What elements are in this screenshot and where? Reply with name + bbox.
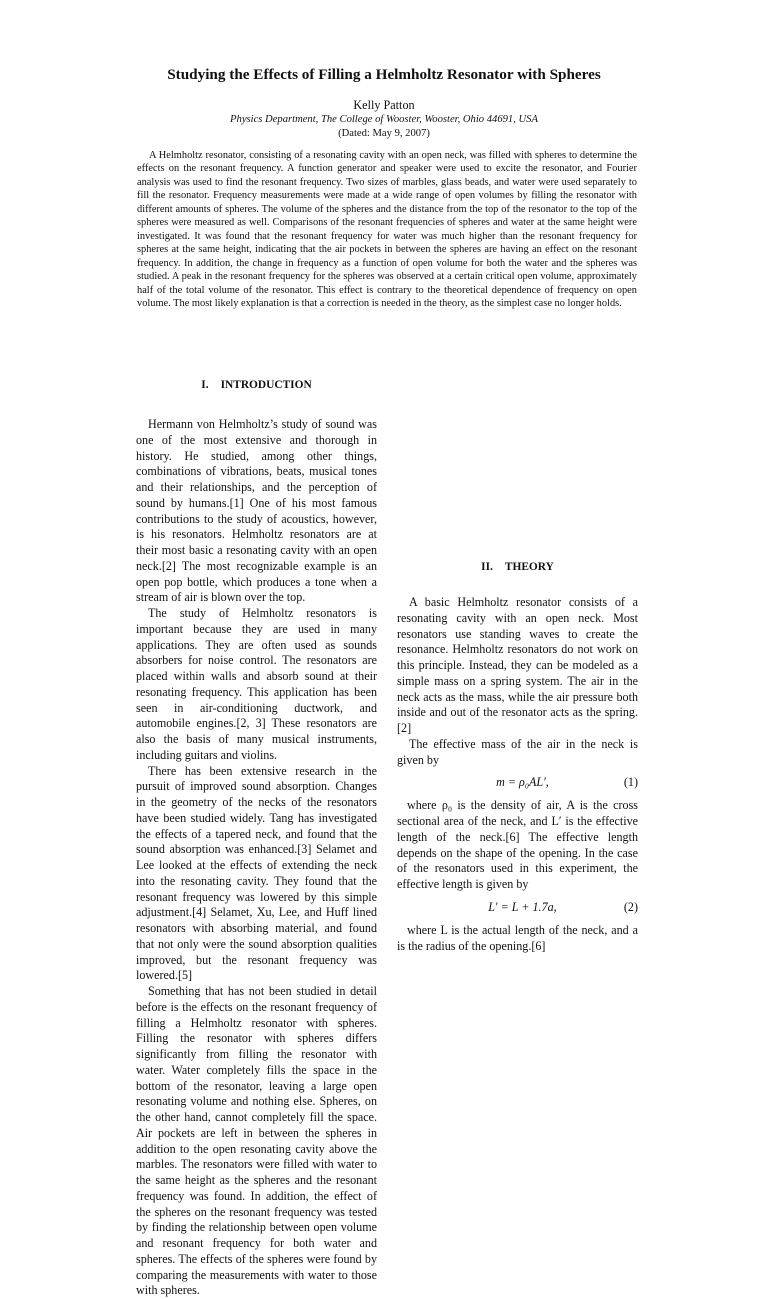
equation-1-number: (1)	[623, 775, 638, 790]
section-heading-introduction	[136, 377, 377, 393]
equation-1	[397, 768, 638, 798]
section-title: INTRODUCTION	[220, 379, 312, 391]
abstract-text: A Helmholtz resonator, consisting of a resonating cavity with an open neck, was filled with spheres to determine the effects on the resonant frequency. A function generator and speaker were used to excite the resonator, and Fourier analysis was used to find the resonant frequency. Two sizes of marbles, glass beads, and water were used separately to fill the resonator. Frequency measurements were made at a wide range of open volumes by filling the resonator with different amounts of spheres. The volume of the spheres and the distance from the top of the resonator to the top of the spheres were measured as well. Comparisons of the resonant frequencies of spheres and water at the same height were investigated. It was found that the resonant frequency for water was much higher than the resonant frequency for spheres at the same height, indicating that the air pockets in between the spheres are having an effect on the resonant frequency. In addition, the change in frequency as a function of open volume for both the water and the spheres was studied. A peak in the resonant frequency for the spheres was observed at a certain critical open volume, approximately half of the total volume of the resonator. This effect is contrary to the theoretical dependence of frequency on open volume. The most likely explanation is that a correction is needed in the theory, as the simplest case no longer holds.	[137, 150, 637, 309]
affiliation: Physics Department, The College of Wooster, Wooster, Ohio 44691, USA	[230, 114, 538, 125]
intro-paragraph-3: There has been extensive research in the pursuit of improved sound absorption. Changes in the geometry of the necks of the resonators have been studied widely. Tang has investigated the effects of a tapered neck, and found that the sound absorption was enhanced.[3] Selamet and Lee looked at the effects of extending the neck into the resonating cavity. They found that the resonant frequency was lowered by this simple adjustment.[4] Selamet, Xu, Lee, and Huff lined resonators with absorbing material, and found that not only were the sound absorption qualities improved, but the resonant frequency was lowered.[5]	[136, 763, 377, 983]
equation-2	[397, 893, 638, 923]
equation-1-body: m = ρ₀AL′,	[496, 775, 549, 790]
intro-paragraph-1: Hermann von Helmholtz’s study of sound was one of the most extensive and thorough in history. He studied, among other things, combinations of vibrations, beats, musical tones and their relationships, and the perception of sound by humans.[1] One of his most famous contributions to the study of acoustics, however, is his resonators. Helmholtz resonators are at their most basic a resonating cavity with an open neck.[2] The most recognizable example is an open pop bottle, which produces a tone when a stream of air is blown over the top.	[136, 417, 377, 605]
right-column	[397, 377, 638, 954]
left-column	[136, 377, 377, 1299]
equation-2-body: L′ = L + 1.7a,	[488, 899, 557, 914]
abstract	[137, 149, 637, 310]
paper-title: Studying the Effects of Filling a Helmholtz Resonator with Spheres	[167, 66, 601, 83]
date-line: (Dated: May 9, 2007)	[338, 128, 430, 139]
section-number: II.	[481, 561, 493, 573]
equation-2-number: (2)	[623, 899, 638, 914]
theory-paragraph-3: where ρ₀ is the density of air, A is the cross sectional area of the neck, and L′ is the effective length of the neck.[6] The effective length depends on the shape of the opening. In the case of the resonators used in this experiment, the effective length is given by	[397, 798, 638, 891]
intro-paragraph-2: The study of Helmholtz resonators is important because they are used in many applications. They are often used as sounds absorbers for noise control. The resonators are placed within walls and absorb sound at their resonating frequency. This application has been seen in air-conditioning ductwork, and automobile engines.[2, 3] These resonators are also the basis of many musical instruments, including guitars and violins.	[136, 606, 377, 762]
intro-paragraph-4: Something that has not been studied in detail before is the effects on the resonant frequency of filling a Helmholtz resonator with spheres. Filling the resonator with spheres differs significantly from filling the resonator with water. Water completely fills the space in the bottom of the resonator, leaving a large open resonating volume and nothing else. Spheres, on the other hand, cannot completely fill the space. Air pockets are left in between the spheres in addition to the open resonating cavity above the marbles. The resonators were filled with water to the same height as the spheres and the resonant frequency was found. In addition, the effect of the spheres on the resonant frequency was tested by finding the relationship between open volume and resonant frequency for both water and spheres. The effects of the spheres were found by comparing the measurements with water to those with spheres.	[136, 984, 377, 1298]
author-name: Kelly Patton	[353, 98, 415, 112]
theory-paragraph-2: The effective mass of the air in the neck is given by	[397, 736, 638, 767]
theory-paragraph-4: where L is the actual length of the neck, and a is the radius of the opening.[6]	[397, 922, 638, 953]
theory-paragraph-1: A basic Helmholtz resonator consists of a resonating cavity with an open neck. Most resonators use standing waves to create the resonance. Helmholtz resonators do not work on this principle. Instead, they can be modeled as a simple mass on a spring system. The air in the neck acts as the mass, while the air pressure both inside and out of the resonator acts as the spring.[2]	[397, 595, 638, 735]
section-heading-theory	[397, 559, 638, 575]
section-number: I.	[201, 379, 209, 391]
section-title: THEORY	[504, 561, 554, 573]
